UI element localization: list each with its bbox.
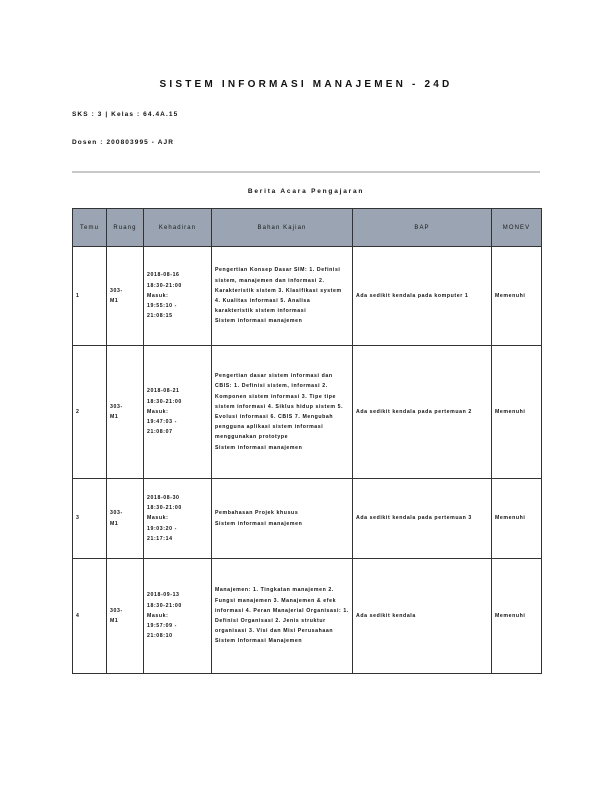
- course-info: SKS : 3 | Kelas : 64.4A.15: [72, 111, 179, 118]
- cell-bahan-kajian: [212, 479, 353, 559]
- cell-monev: Memenuhi: [492, 479, 542, 559]
- cell-bap: Ada sedikit kendala pada pertemuan 2: [353, 346, 492, 479]
- header-monev: MONEV: [492, 209, 542, 247]
- cell-kehadiran: [144, 559, 212, 674]
- cell-temu: 1: [73, 247, 107, 346]
- bap-table: [72, 208, 542, 674]
- ruang-text: 303- M1: [110, 510, 123, 527]
- document-title: SISTEM INFORMASI MANAJEMEN - 24D: [159, 79, 453, 90]
- header-ruang: Ruang: [107, 209, 144, 247]
- cell-ruang: [107, 346, 144, 479]
- table-row: [73, 247, 542, 346]
- cell-bahan-kajian: [212, 346, 353, 479]
- section-title: Berita Acara Pengajaran: [247, 188, 365, 195]
- table-row: [73, 346, 542, 479]
- table-header-row: [73, 209, 542, 247]
- cell-bap: Ada sedikit kendala pada pertemuan 3: [353, 479, 492, 559]
- ruang-text: 303- M1: [110, 403, 123, 420]
- bahan-kajian-text: Pembahasan Projek khusus Sistem informasi manajemen: [215, 510, 303, 527]
- cell-ruang: [107, 479, 144, 559]
- cell-monev: Memenuhi: [492, 247, 542, 346]
- header-bap: BAP: [353, 209, 492, 247]
- table-row: [73, 559, 542, 674]
- kehadiran-text: 2018-09-13 18:30-21:00 Masuk: 19:57:09 - 21:08:10: [147, 592, 182, 640]
- cell-bahan-kajian: [212, 559, 353, 674]
- cell-temu: 2: [73, 346, 107, 479]
- kehadiran-text: 2018-08-21 18:30-21:00 Masuk: 19:47:03 - 21:08:07: [147, 388, 182, 436]
- cell-monev: Memenuhi: [492, 346, 542, 479]
- bahan-kajian-text: Pengertian Konsep Dasar SIM: 1. Definisi sistem, manajemen dan informasi 2. Karakteristik sistem 3. Klasifikasi system 4. Kualitas informasi 5. Analisa karakteristik sistem informasi Sistem informasi manajemen: [215, 267, 342, 325]
- cell-bahan-kajian: [212, 247, 353, 346]
- bahan-kajian-text: Manajemen: 1. Tingkatan manajemen 2. Fungsi manajemen 3. Manajemen & efek informasi 4. Peran Manajerial Organisasi: 1. Definisi Organisasi 2. Jenis struktur organisasi 3. Visi dan Misi Perusahaan Sistem Informasi Manajemen: [215, 587, 349, 645]
- ruang-text: 303- M1: [110, 607, 123, 624]
- cell-monev: Memenuhi: [492, 559, 542, 674]
- cell-temu: 4: [73, 559, 107, 674]
- cell-ruang: [107, 247, 144, 346]
- lecturer-info: Dosen : 200803995 - AJR: [72, 139, 175, 146]
- ruang-text: 303- M1: [110, 287, 123, 304]
- header-bahan-kajian: Bahan Kajian: [212, 209, 353, 247]
- kehadiran-text: 2018-08-16 18:30-21:00 Masuk: 19:55:10 - 21:08:15: [147, 272, 182, 320]
- header-temu: Temu: [73, 209, 107, 247]
- divider: [72, 171, 540, 173]
- cell-kehadiran: [144, 479, 212, 559]
- cell-ruang: [107, 559, 144, 674]
- cell-temu: 3: [73, 479, 107, 559]
- cell-bap: Ada sedikit kendala: [353, 559, 492, 674]
- bahan-kajian-text: Pengertian dasar sistem informasi dan CBIS: 1. Definisi sistem, informasi 2. Komponen sistem informasi 3. Tipe tipe sistem informasi 4. Siklus hidup sistem 5. Evolusi informasi 6. CBIS 7. Mengubah pengguna aplikasi sistem informasi menggunakan prototype Sistem informasi manajemen: [215, 373, 344, 451]
- cell-kehadiran: [144, 346, 212, 479]
- header-kehadiran: Kehadiran: [144, 209, 212, 247]
- table-row: [73, 479, 542, 559]
- cell-kehadiran: [144, 247, 212, 346]
- kehadiran-text: 2018-08-30 18:30-21:00 Masuk: 19:03:20 - 21:17:14: [147, 494, 182, 542]
- cell-bap: Ada sedikit kendala pada komputer 1: [353, 247, 492, 346]
